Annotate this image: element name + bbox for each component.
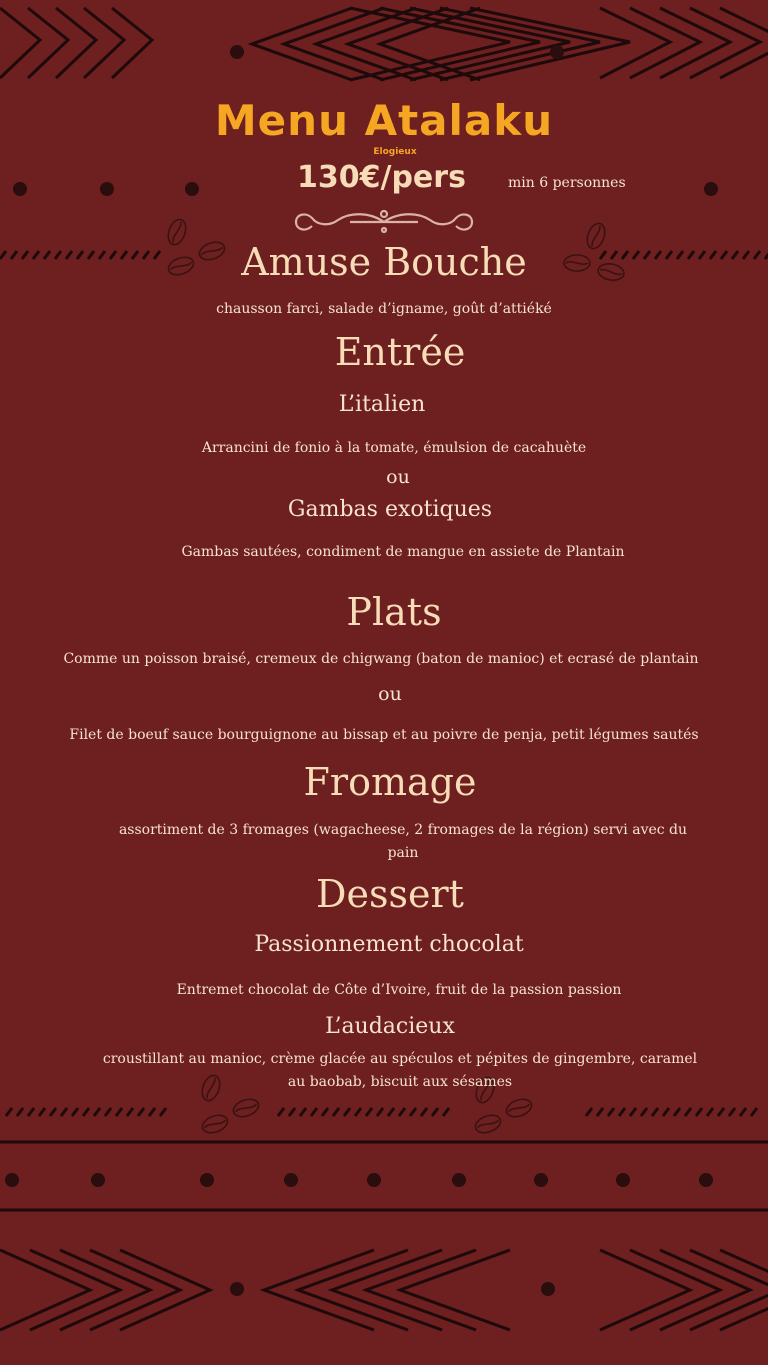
dessert-option2-name: L’audacieux [325, 1014, 455, 1039]
pattern-dot [5, 1173, 19, 1187]
pattern-dash [421, 1108, 427, 1116]
pattern-dash [28, 1108, 34, 1116]
pattern-dash [443, 1108, 449, 1116]
pattern-dash [17, 1108, 23, 1116]
pattern-dash [597, 1108, 603, 1116]
pattern-dash [663, 1108, 669, 1116]
pattern-dash [366, 1108, 372, 1116]
pattern-dash [322, 1108, 328, 1116]
chevron-stroke [720, 1250, 768, 1330]
coffee-bean-icon [473, 1112, 503, 1136]
pattern-dash [83, 1108, 89, 1116]
chevron-stroke [56, 8, 96, 78]
amuse-description: chausson farci, salade d’igname, goût d’attiéké [216, 301, 552, 317]
chevron-stroke [60, 1250, 150, 1330]
pattern-dash [751, 1108, 757, 1116]
pattern-dash [116, 1108, 122, 1116]
entree-or: ou [386, 466, 410, 488]
chevron-stroke [252, 8, 352, 80]
chevron-stroke [120, 1250, 210, 1330]
pattern-dash [300, 1108, 306, 1116]
section-title-fromage: Fromage [303, 760, 477, 804]
pattern-dot [185, 182, 199, 196]
chevron-stroke [284, 8, 384, 80]
pattern-dash [685, 1108, 691, 1116]
pattern-dash [149, 1108, 155, 1116]
coffee-bean-crease [204, 1119, 225, 1129]
pattern-dot [91, 1173, 105, 1187]
chevron-stroke [600, 8, 670, 78]
pattern-dash [50, 1108, 56, 1116]
pattern-dash [696, 1108, 702, 1116]
plats-option2-description: Filet de boeuf sauce bourguignone au bissap et au poivre de penja, petit légumes sautés [69, 727, 699, 743]
fromage-description: assortiment de 3 fromages (wagacheese, 2 fromages de la région) servi avec du pain [118, 822, 688, 861]
coffee-bean-icon [504, 1096, 534, 1120]
pattern-dash [289, 1108, 295, 1116]
coffee-bean-crease [477, 1119, 498, 1129]
coffee-bean-crease [508, 1103, 529, 1113]
pattern-dash [718, 1108, 724, 1116]
pattern-dash [127, 1108, 133, 1116]
pattern-dash [355, 1108, 361, 1116]
pattern-dash [278, 1108, 284, 1116]
pattern-dash [344, 1108, 350, 1116]
pattern-dot [230, 45, 244, 59]
pattern-dot [284, 1173, 298, 1187]
coffee-bean-icon [200, 1112, 230, 1136]
pattern-dash [138, 1108, 144, 1116]
chevron-stroke [30, 1250, 120, 1330]
chevron-stroke [0, 1250, 90, 1330]
pattern-dash [94, 1108, 100, 1116]
dessert-option1-name: Passionnement chocolat [254, 932, 524, 957]
pattern-dot [367, 1173, 381, 1187]
chevron-stroke [600, 1250, 690, 1330]
menu-title: Menu Atalaku [214, 96, 554, 145]
pattern-dash [72, 1108, 78, 1116]
plats-option1-description: Comme un poisson braisé, cremeux de chigwang (baton de manioc) et ecrasé de plantain [63, 651, 699, 667]
pattern-dash [39, 1108, 45, 1116]
pattern-dot [452, 1173, 466, 1187]
entree-option2-name: Gambas exotiques [287, 497, 493, 522]
chevron-pattern-top [0, 8, 768, 80]
pattern-dash [608, 1108, 614, 1116]
entree-option2-description: Gambas sautées, condiment de mangue en assiete de Plantain [181, 544, 625, 560]
plats-or: ou [378, 683, 402, 705]
pattern-dash [432, 1108, 438, 1116]
pattern-dot [230, 1282, 244, 1296]
pattern-dash [105, 1108, 111, 1116]
pattern-dash [399, 1108, 405, 1116]
pattern-dash [630, 1108, 636, 1116]
pattern-dash [619, 1108, 625, 1116]
pattern-dash [586, 1108, 592, 1116]
pattern-dash [6, 1108, 12, 1116]
pattern-dash [652, 1108, 658, 1116]
section-title-dessert: Dessert [316, 872, 464, 916]
min-people-note: min 6 personnes [508, 175, 626, 191]
pattern-dash [410, 1108, 416, 1116]
chevron-stroke [366, 1250, 476, 1330]
menu-tagline: Elogieux [373, 147, 417, 157]
pattern-dash [388, 1108, 394, 1116]
section-title-entree: Entrée [334, 330, 466, 374]
dessert-option2-description: croustillant au manioc, crème glacée au spéculos et pépites de gingembre, caramel au baobab, biscuit aux sésames [102, 1051, 698, 1090]
chevron-stroke [90, 1250, 180, 1330]
pattern-dash [377, 1108, 383, 1116]
section-title-plats: Plats [346, 590, 442, 634]
chevron-stroke [660, 1250, 750, 1330]
chevron-stroke [630, 1250, 720, 1330]
pattern-dot [550, 45, 564, 59]
pattern-dash [674, 1108, 680, 1116]
entree-option1-description: Arrancini de fonio à la tomate, émulsion de cacahuète [201, 440, 587, 456]
pattern-dot [200, 1173, 214, 1187]
chevron-stroke [0, 8, 40, 78]
dot-pattern [5, 45, 718, 1296]
pattern-dot [13, 182, 27, 196]
coffee-bean-icon [231, 1096, 261, 1120]
chevron-stroke [28, 8, 68, 78]
pattern-dot [699, 1173, 713, 1187]
chevron-stroke [84, 8, 124, 78]
entree-option1-name: L’italien [338, 392, 426, 417]
pattern-dash [707, 1108, 713, 1116]
pattern-dash [160, 1108, 166, 1116]
pattern-dash [641, 1108, 647, 1116]
menu-price: 130€/pers [297, 160, 466, 195]
chevron-stroke [264, 1250, 374, 1330]
chevron-stroke [690, 1250, 768, 1330]
dessert-option1-description: Entremet chocolat de Côte d’Ivoire, fruit de la passion passion [176, 982, 622, 998]
section-title-amuse: Amuse Bouche [241, 240, 527, 284]
pattern-dot [100, 182, 114, 196]
pattern-dot [704, 182, 718, 196]
pattern-dash [729, 1108, 735, 1116]
pattern-dot [541, 1282, 555, 1296]
chevron-stroke [400, 1250, 510, 1330]
chevron-stroke [298, 1250, 408, 1330]
pattern-dash [61, 1108, 67, 1116]
pattern-dash [311, 1108, 317, 1116]
ornament-flourish [296, 211, 472, 232]
pattern-dot [616, 1173, 630, 1187]
pattern-dash [333, 1108, 339, 1116]
coffee-bean-crease [235, 1103, 256, 1113]
chevron-pattern-bottom [0, 1250, 768, 1330]
chevron-stroke [332, 1250, 442, 1330]
chevron-stroke [112, 8, 152, 78]
pattern-dash [740, 1108, 746, 1116]
pattern-dot [534, 1173, 548, 1187]
